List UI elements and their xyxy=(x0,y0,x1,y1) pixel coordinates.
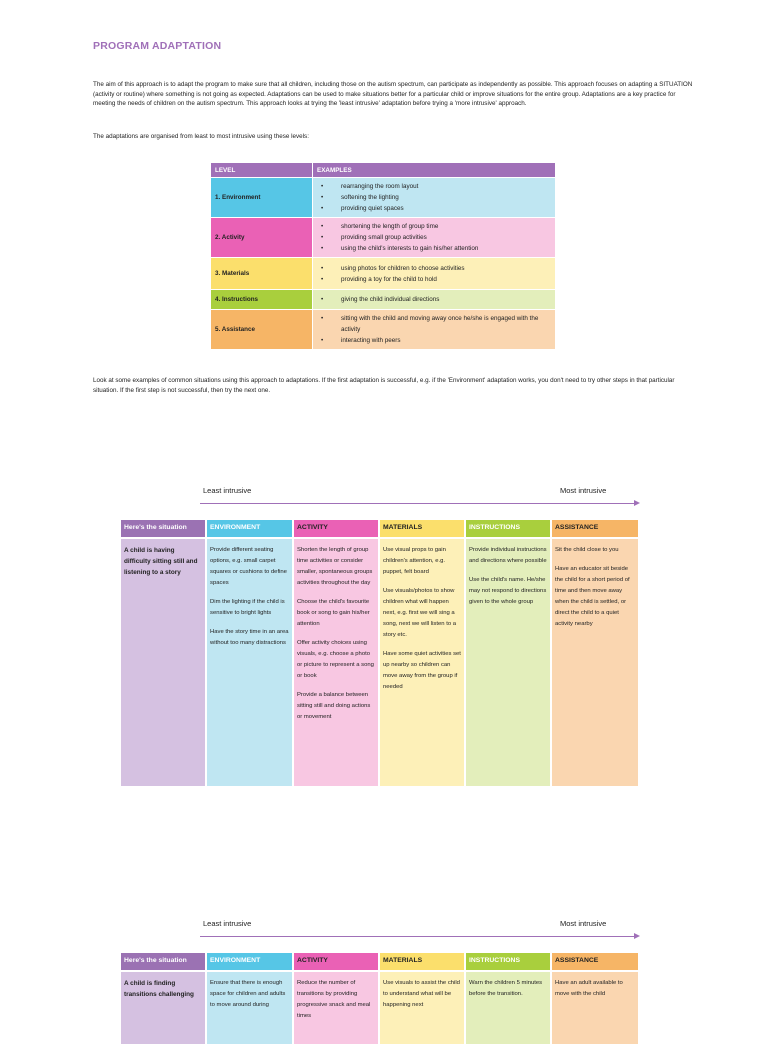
assistance-cell xyxy=(552,539,638,786)
example-item: • providing small group activities xyxy=(341,232,551,243)
grid-header-assistance: ASSISTANCE xyxy=(552,953,638,970)
example-item: • using the child's interests to gain his/her attention xyxy=(341,243,551,254)
example-item: • shortening the length of group time xyxy=(341,221,551,232)
example-item: • rearranging the room layout xyxy=(341,181,551,192)
instructions-suggestion: Warn the children 5 minutes before the transition. xyxy=(469,980,543,997)
environment-cell xyxy=(207,972,292,1044)
activity-cell xyxy=(294,972,378,1044)
materials-suggestion: Use visuals/photos to show children what will happen next, e.g. first we will sing a song, next we will listen to a story etc. xyxy=(383,588,457,638)
instructions-suggestion: Use the child's name. He/she may not respond to directions given to the whole group xyxy=(469,577,547,605)
materials-suggestion: Have some quiet activities set up nearby so children can move away from the group if needed xyxy=(383,651,461,690)
example-item: • providing quiet spaces xyxy=(341,203,551,214)
activity-suggestion: Offer activity choices using visuals, e.g. choose a photo or picture to represent a song or book xyxy=(297,640,374,679)
least-intrusive-label: Least intrusive xyxy=(203,486,252,495)
activity-suggestion: Choose the child's favourite book or song to gain his/her attention xyxy=(297,599,370,627)
situation-cell: A child is finding transitions challenging xyxy=(121,972,205,1044)
level-examples xyxy=(313,310,556,350)
situation-cell: A child is having difficulty sitting still and listening to a story xyxy=(121,539,205,786)
intro-paragraph: The aim of this approach is to adapt the program to make sure that all children, including those on the autism spectrum, can participate as independently as possible. This approach focuses on adapting a SITUATION (activity or routine) where something is not going as expected. Adaptations can be used to make situations better for a particular child or improve situations for the entire group. Adaptations are a key practice for meeting the needs of children on the autism spectrum. This approach looks at trying the 'least intrusive' adaptation before trying a 'more intrusive' approach. xyxy=(93,81,693,107)
activity-suggestion: Provide a balance between sitting still and doing actions or movement xyxy=(297,692,371,720)
grid-header-assistance: ASSISTANCE xyxy=(552,520,638,537)
example-item: • sitting with the child and moving away once he/she is engaged with the activity xyxy=(341,313,551,335)
levels-header-level: LEVEL xyxy=(211,163,313,178)
environment-suggestion: Provide different seating options, e.g. small carpet squares or cushions to define spaces xyxy=(210,547,287,586)
most-intrusive-label: Most intrusive xyxy=(560,486,607,495)
levels-table xyxy=(210,162,556,350)
materials-cell xyxy=(380,539,464,786)
examples-intro: Look at some examples of common situations using this approach to adaptations. If the first adaptation is successful, e.g. if the 'Environment' adaptation works, you don't need to try other steps in that particular situation. If the first step is not successful, then try the next one. xyxy=(93,377,675,394)
example-item: • providing a toy for the child to hold xyxy=(341,274,551,285)
level-name: 5. Assistance xyxy=(211,310,313,350)
environment-suggestion: Ensure that there is enough space for children and adults to move around during xyxy=(210,980,286,1008)
level-name: 1. Environment xyxy=(211,178,313,218)
grid-header-environment: ENVIRONMENT xyxy=(207,520,292,537)
activity-suggestion: Reduce the number of transitions by providing progressive snack and meal times xyxy=(297,980,371,1019)
materials-suggestion: Use visuals to assist the child to understand what will be happening next xyxy=(383,980,460,1008)
environment-suggestion: Dim the lighting if the child is sensitive to bright lights xyxy=(210,599,285,616)
most-intrusive-label: Most intrusive xyxy=(560,919,607,928)
level-row xyxy=(211,290,556,310)
materials-cell xyxy=(380,972,464,1044)
instructions-cell xyxy=(466,972,550,1044)
grid-header-situation: Here's the situation xyxy=(121,520,205,537)
level-row xyxy=(211,258,556,290)
grid-header-instructions: INSTRUCTIONS xyxy=(466,953,550,970)
environment-suggestion: Have the story time in an area without too many distractions xyxy=(210,629,289,646)
level-row xyxy=(211,310,556,350)
example-item: • giving the child individual directions xyxy=(341,294,551,305)
level-examples xyxy=(313,218,556,258)
least-intrusive-label: Least intrusive xyxy=(203,919,252,928)
instructions-cell xyxy=(466,539,550,786)
grid-header-activity: ACTIVITY xyxy=(294,520,378,537)
grid-header-materials: MATERIALS xyxy=(380,953,464,970)
activity-suggestion: Shorten the length of group time activities or consider smaller, spontaneous groups activities throughout the day xyxy=(297,547,373,586)
example-item: • interacting with peers xyxy=(341,335,551,346)
example-item: • softening the lighting xyxy=(341,192,551,203)
levels-header-examples: EXAMPLES xyxy=(313,163,556,178)
level-examples xyxy=(313,290,556,310)
example-item: • using photos for children to choose activities xyxy=(341,263,551,274)
grid-header-instructions: INSTRUCTIONS xyxy=(466,520,550,537)
assistance-suggestion: Have an adult available to move with the child xyxy=(555,980,623,997)
intrusiveness-arrow xyxy=(200,503,638,504)
grid-header-activity: ACTIVITY xyxy=(294,953,378,970)
level-examples xyxy=(313,178,556,218)
materials-suggestion: Use visual props to gain children's attention, e.g. puppet, felt board xyxy=(383,547,446,575)
instructions-suggestion: Provide individual instructions and directions where possible xyxy=(469,547,547,564)
assistance-suggestion: Have an educator sit beside the child for a short period of time and then move away when the child is settled, or direct the child to a quiet activity nearby xyxy=(555,566,630,627)
levels-intro: The adaptations are organised from least to most intrusive using these levels: xyxy=(93,133,309,140)
page-title: PROGRAM ADAPTATION xyxy=(93,40,222,52)
assistance-suggestion: Sit the child close to you xyxy=(555,547,619,553)
level-row xyxy=(211,218,556,258)
level-row xyxy=(211,178,556,218)
grid-header-environment: ENVIRONMENT xyxy=(207,953,292,970)
level-examples xyxy=(313,258,556,290)
level-name: 4. Instructions xyxy=(211,290,313,310)
assistance-cell xyxy=(552,972,638,1044)
intrusiveness-arrow xyxy=(200,936,638,937)
environment-cell xyxy=(207,539,292,786)
level-name: 2. Activity xyxy=(211,218,313,258)
grid-header-situation: Here's the situation xyxy=(121,953,205,970)
level-name: 3. Materials xyxy=(211,258,313,290)
activity-cell xyxy=(294,539,378,786)
grid-header-materials: MATERIALS xyxy=(380,520,464,537)
